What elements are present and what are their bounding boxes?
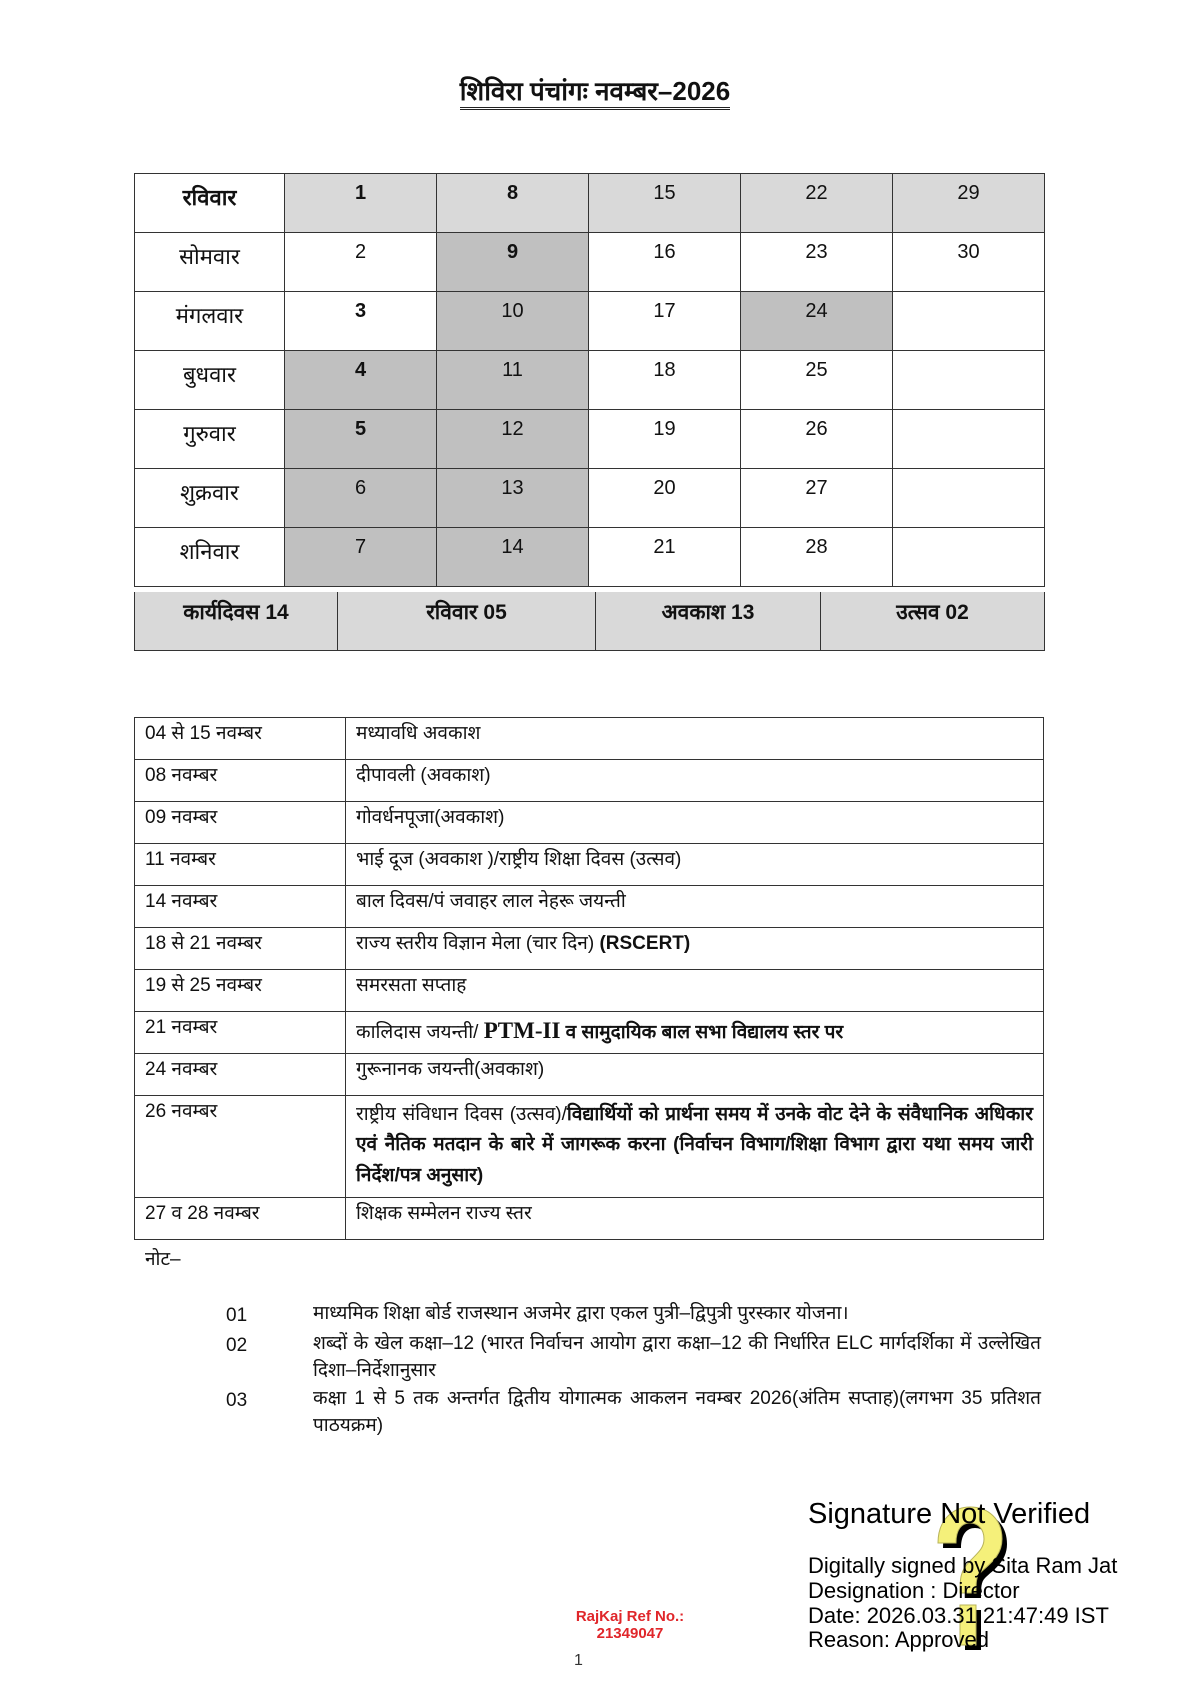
holidays-count: अवकाश 13 xyxy=(596,592,821,650)
calendar-row-tuesday xyxy=(135,292,1045,351)
date-cell: 24 xyxy=(741,292,893,351)
event-date: 04 से 15 नवम्बर xyxy=(135,718,346,760)
date-cell xyxy=(893,410,1045,469)
event-date: 19 से 25 नवम्बर xyxy=(135,970,346,1012)
note-text: शब्दों के खेल कक्षा–12 (भारत निर्वाचन आयोग द्वारा कक्षा–12 की निर्धारित ELC मार्गदर्शिका में उल्लेखित दिशा–निर्देशानुसार xyxy=(313,1332,1041,1382)
event-date: 24 नवम्बर xyxy=(135,1054,346,1096)
event-desc: गुरूनानक जयन्ती(अवकाश) xyxy=(346,1054,1044,1096)
event-desc: भाई दूज (अवकाश )/राष्ट्रीय शिक्षा दिवस (उत्सव) xyxy=(346,844,1044,886)
day-label: रविवार xyxy=(135,174,285,233)
event-row xyxy=(135,844,1044,886)
event-desc-cell xyxy=(346,1096,1044,1198)
signature-status: Signature Not Verified xyxy=(808,1498,1091,1530)
date-cell: 20 xyxy=(589,469,741,528)
calendar-row-monday xyxy=(135,233,1045,292)
date-cell xyxy=(893,351,1045,410)
event-desc: दीपावली (अवकाश) xyxy=(346,760,1044,802)
event-desc: शिक्षक सम्मेलन राज्य स्तर xyxy=(346,1198,1044,1240)
event-desc: मध्यावधि अवकाश xyxy=(346,718,1044,760)
date-cell: 18 xyxy=(589,351,741,410)
event-desc-bold: व सामुदायिक बाल सभा विद्यालय स्तर पर xyxy=(560,1022,844,1043)
date-cell: 14 xyxy=(437,528,589,587)
page-number: 1 xyxy=(574,1652,583,1669)
event-row xyxy=(135,1096,1044,1198)
event-date: 21 नवम्बर xyxy=(135,1012,346,1054)
event-date: 26 नवम्बर xyxy=(135,1096,346,1198)
signature-date: Date: 2026.03.31 21:47:49 IST xyxy=(808,1602,1109,1628)
event-desc-bold: विद्यार्थियों को प्रार्थना समय में उनके वोट देने के संवैधानिक अधिकार एवं नैतिक मतदान के बारे में जागरूक करना (निर्वाचन विभाग/शिक्षा विभाग द्वारा यथा समय जारी निर्देश/पत्र अनुसार) xyxy=(356,1104,1033,1186)
date-cell: 4 xyxy=(285,351,437,410)
reference-label: RajKaj Ref No.: xyxy=(575,1608,685,1625)
calendar-row-sunday xyxy=(135,174,1045,233)
calendar-table xyxy=(134,173,1045,587)
event-date: 18 से 21 नवम्बर xyxy=(135,928,346,970)
digital-signature-block xyxy=(808,1498,1117,1653)
note-item xyxy=(226,1330,1041,1385)
note-item xyxy=(226,1300,1041,1330)
date-cell: 13 xyxy=(437,469,589,528)
date-cell: 26 xyxy=(741,410,893,469)
event-row xyxy=(135,970,1044,1012)
calendar-row-friday xyxy=(135,469,1045,528)
rajkaj-reference xyxy=(560,1608,700,1643)
summary-row xyxy=(135,592,1045,650)
festivals-count: उत्सव 02 xyxy=(821,592,1045,650)
date-cell: 29 xyxy=(893,174,1045,233)
date-cell: 1 xyxy=(285,174,437,233)
event-row xyxy=(135,1054,1044,1096)
event-date: 08 नवम्बर xyxy=(135,760,346,802)
working-days-count: कार्यदिवस 14 xyxy=(135,592,338,650)
page-title: शिविरा पंचांगः नवम्बर–2026 xyxy=(460,76,730,110)
date-cell: 15 xyxy=(589,174,741,233)
day-label: शुक्रवार xyxy=(135,469,285,528)
date-cell: 25 xyxy=(741,351,893,410)
day-label: शनिवार xyxy=(135,528,285,587)
calendar-row-thursday xyxy=(135,410,1045,469)
event-desc: गोवर्धनपूजा(अवकाश) xyxy=(346,802,1044,844)
date-cell: 7 xyxy=(285,528,437,587)
calendar-row-saturday xyxy=(135,528,1045,587)
day-label: सोमवार xyxy=(135,233,285,292)
event-row xyxy=(135,760,1044,802)
event-desc: समरसता सप्ताह xyxy=(346,970,1044,1012)
event-desc-cell xyxy=(346,928,1044,970)
date-cell xyxy=(893,292,1045,351)
event-date: 27 व 28 नवम्बर xyxy=(135,1198,346,1240)
event-row xyxy=(135,1012,1044,1054)
event-row xyxy=(135,802,1044,844)
event-desc-bold: (RSCERT) xyxy=(599,933,691,954)
event-desc: राज्य स्तरीय विज्ञान मेला (चार दिन) xyxy=(356,933,595,954)
date-cell: 11 xyxy=(437,351,589,410)
date-cell xyxy=(893,469,1045,528)
event-row xyxy=(135,718,1044,760)
signature-reason: Reason: Approved xyxy=(808,1627,990,1653)
date-cell: 2 xyxy=(285,233,437,292)
notes-label: नोट– xyxy=(145,1249,181,1270)
date-cell: 8 xyxy=(437,174,589,233)
event-desc-ptm: PTM-II xyxy=(483,1018,561,1043)
date-cell: 10 xyxy=(437,292,589,351)
note-text: माध्यमिक शिक्षा बोर्ड राजस्थान अजमेर द्वारा एकल पुत्री–द्विपुत्री पुरस्कार योजना। xyxy=(313,1303,849,1324)
notes-list xyxy=(226,1300,1041,1440)
note-item xyxy=(226,1385,1041,1440)
event-row xyxy=(135,1198,1044,1240)
designation: Designation : Director xyxy=(808,1578,1020,1604)
event-date: 14 नवम्बर xyxy=(135,886,346,928)
date-cell: 9 xyxy=(437,233,589,292)
date-cell: 28 xyxy=(741,528,893,587)
note-number: 01 xyxy=(226,1305,248,1326)
summary-table xyxy=(134,592,1045,651)
note-text: कक्षा 1 से 5 तक अन्तर्गत द्वितीय योगात्मक आकलन नवम्बर 2026(अंतिम सप्ताह)(लगभग 35 प्रतिशत पाठयक्रम) xyxy=(313,1387,1041,1437)
event-desc-cell xyxy=(346,1012,1044,1054)
event-row xyxy=(135,928,1044,970)
note-number: 02 xyxy=(226,1334,248,1356)
date-cell: 3 xyxy=(285,292,437,351)
event-desc: राष्ट्रीय संविधान दिवस (उत्सव)/ xyxy=(356,1104,567,1125)
sundays-count: रविवार 05 xyxy=(338,592,596,650)
signed-by: Digitally signed by Sita Ram Jat xyxy=(808,1553,1118,1579)
day-label: मंगलवार xyxy=(135,292,285,351)
event-desc: बाल दिवस/पं जवाहर लाल नेहरू जयन्ती xyxy=(346,886,1044,928)
date-cell xyxy=(893,528,1045,587)
note-number: 03 xyxy=(226,1389,248,1411)
date-cell: 12 xyxy=(437,410,589,469)
event-date: 09 नवम्बर xyxy=(135,802,346,844)
date-cell: 6 xyxy=(285,469,437,528)
date-cell: 27 xyxy=(741,469,893,528)
events-table xyxy=(134,717,1044,1240)
event-row xyxy=(135,886,1044,928)
date-cell: 17 xyxy=(589,292,741,351)
day-label: गुरुवार xyxy=(135,410,285,469)
reference-number: 21349047 xyxy=(596,1625,664,1643)
page-title-wrap xyxy=(0,72,1190,108)
date-cell: 5 xyxy=(285,410,437,469)
date-cell: 22 xyxy=(741,174,893,233)
date-cell: 16 xyxy=(589,233,741,292)
date-cell: 19 xyxy=(589,410,741,469)
day-label: बुधवार xyxy=(135,351,285,410)
event-desc: कालिदास जयन्ती/ xyxy=(356,1022,484,1043)
calendar-row-wednesday xyxy=(135,351,1045,410)
date-cell: 23 xyxy=(741,233,893,292)
event-date: 11 नवम्बर xyxy=(135,844,346,886)
date-cell: 21 xyxy=(589,528,741,587)
date-cell: 30 xyxy=(893,233,1045,292)
